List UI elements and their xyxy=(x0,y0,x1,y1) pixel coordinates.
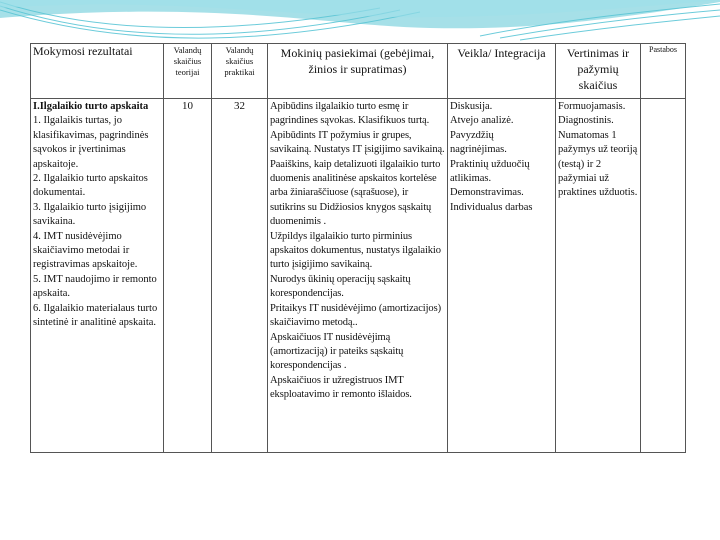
header-achievements: Mokinių pasiekimai (gebėjimai, žinios ir supratimas) xyxy=(268,44,448,99)
hours-theory-value: 10 xyxy=(164,99,212,453)
achievements-cell: Apibūdins ilgalaikio turto esmę ir pagrindines sąvokas. Klasifikuos turtą. Apibūdints IT požymius ir grupes, savikainą. Nustatys IT įsigijimo savikainą. Paaiškins, kaip detalizuoti ilgalaikio turto duomenis analitinėse apskaitos kortelėse arba žiniaraščiuose (sąrašuose), ir sutikrins su Didžiosios knygos sąskaitų duomenimis . Užpildys ilgalaikio turto pirminius apskaitos dokumentus, nustatys ilgalaikio turto įsigijimo savikainą. Nurodys ūkinių operacijų sąskaitų korespondencijas. Pritaikys IT nusidėvėjimo (amortizacijos) skaičiavimo metodą.. Apskaičiuos IT nusidėvėjimą (amortizaciją) ir pateiks sąskaitų korespondencijas . Apskaičiuos ir užregistruos IMT eksploatavimo ir remonto išlaidos. xyxy=(268,99,448,453)
header-assessment: Vertinimas ir pažymių skaičius xyxy=(556,44,641,99)
results-cell xyxy=(31,99,164,453)
hours-practice-value: 32 xyxy=(212,99,268,453)
header-hours-theory: Valandų skaičius teorijai xyxy=(164,44,212,99)
table-row xyxy=(31,99,686,453)
assessment-cell: Formuojamasis. Diagnostinis. Numatomas 1 pažymys už teoriją (testą) ir 2 pažymiai už praktines užduotis. xyxy=(556,99,641,453)
lesson-plan-table xyxy=(30,43,686,453)
table-header-row xyxy=(31,44,686,99)
results-title: I.Ilgalaikio turto apskaita xyxy=(33,101,149,112)
results-items: 1. Ilgalaikis turtas, jo klasifikavimas, pagrindinės sąvokos ir įvertinimas apskaitoje. 2. Ilgalaikio turto apskaitos dokumentai. 3. Ilgalaikio turto įsigijimo savikaina. 4. IMT nusidėvėjimo skaičiavimo metodai ir registravimas apskaitoje. 5. IMT naudojimo ir remonto apskaita. 6. Ilgalaikio materialaus turto sintetinė ir analitinė apskaita. xyxy=(33,115,158,329)
notes-cell xyxy=(641,99,686,453)
activity-cell: Diskusija. Atvejo analizė. Pavyzdžių nagrinėjimas. Praktinių užduočių atlikimas. Demonstravimas. Individualus darbas xyxy=(448,99,556,453)
header-results: Mokymosi rezultatai xyxy=(31,44,164,99)
header-hours-practice: Valandų skaičius praktikai xyxy=(212,44,268,99)
header-activity: Veikla/ Integracija xyxy=(448,44,556,99)
header-notes: Pastabos xyxy=(641,44,686,99)
